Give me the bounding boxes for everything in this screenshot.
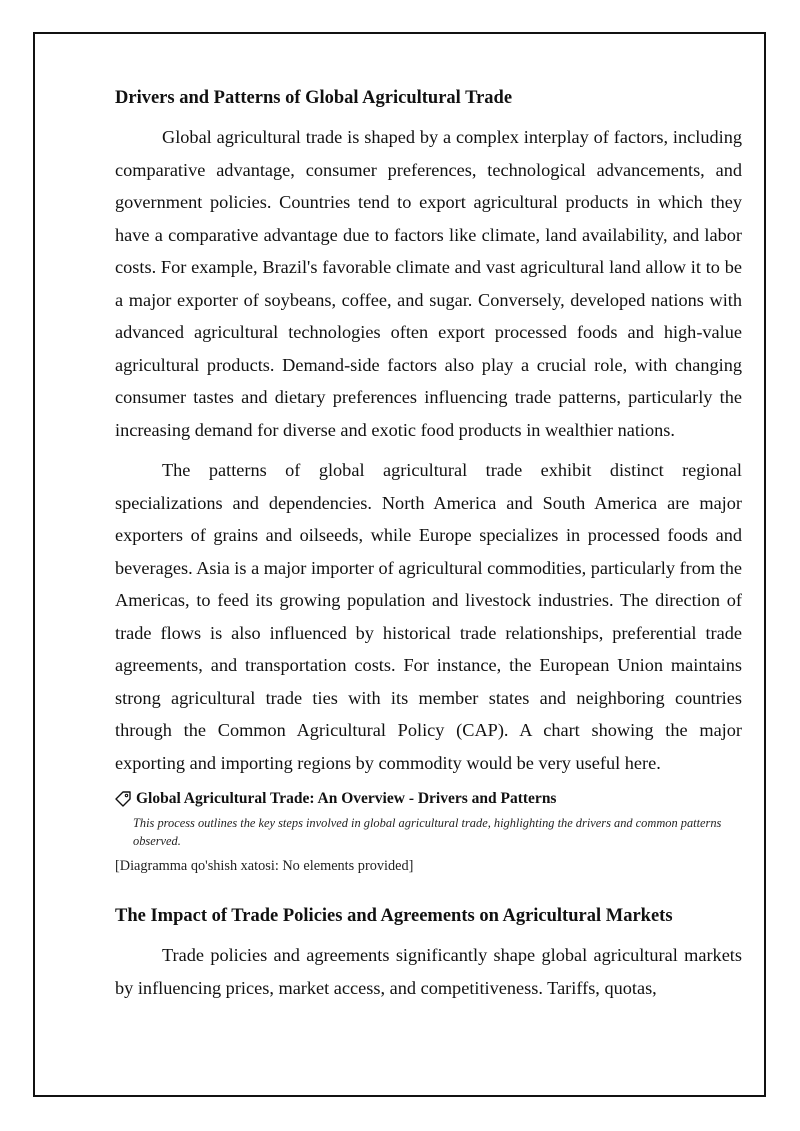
diagram-title: Global Agricultural Trade: An Overview - Drivers and Patterns — [136, 790, 557, 807]
section-heading-drivers: Drivers and Patterns of Global Agricultural Trade — [115, 88, 513, 108]
section-heading-trade-policies: The Impact of Trade Policies and Agreements on Agricultural Markets — [115, 906, 673, 926]
paragraph-patterns: The patterns of global agricultural trade exhibit distinct regional specializations and dependencies. North America and South America are major exporters of grains and oilseeds, while Europe specializes in processed foods and beverages. Asia is a major importer of agricultural commodities, particularly from the Americas, to feed its growing population and livestock industries. The direction of trade flows is also influenced by historical trade relationships, preferential trade agreements, and transportation costs. For instance, the European Union maintains strong agricultural trade ties with its member states and neighboring countries through the Common Agricultural Policy (CAP). A chart showing the major exporting and importing regions by commodity would be very useful here. — [115, 460, 742, 773]
paragraph-trade-policies: Trade policies and agreements significantly shape global agricultural markets by influencing prices, market access, and competitiveness. Tariffs, quotas, — [115, 945, 742, 998]
diagram-error-message: [Diagramma qo'shish xatosi: No elements provided] — [115, 858, 414, 874]
paragraph-drivers: Global agricultural trade is shaped by a complex interplay of factors, including comparative advantage, consumer preferences, technological advancements, and government policies. Countries tend to export agricultural products in which they have a comparative advantage due to factors like climate, land availability, and labor costs. For example, Brazil's favorable climate and vast agricultural land allow it to be a major exporter of soybeans, coffee, and sugar. Conversely, developed nations with advanced agricultural technologies often export processed foods and high-value agricultural products. Demand-side factors also play a crucial role, with changing consumer tastes and dietary preferences influencing trade patterns, particularly the increasing demand for diverse and exotic food products in wealthier nations. — [115, 127, 742, 440]
diagram-caption — [114, 788, 742, 810]
document-body — [115, 84, 742, 1004]
diagram-description: This process outlines the key steps involved in global agricultural trade, highlighting the drivers and common patterns observed. — [133, 816, 722, 848]
tag-icon — [114, 790, 132, 808]
